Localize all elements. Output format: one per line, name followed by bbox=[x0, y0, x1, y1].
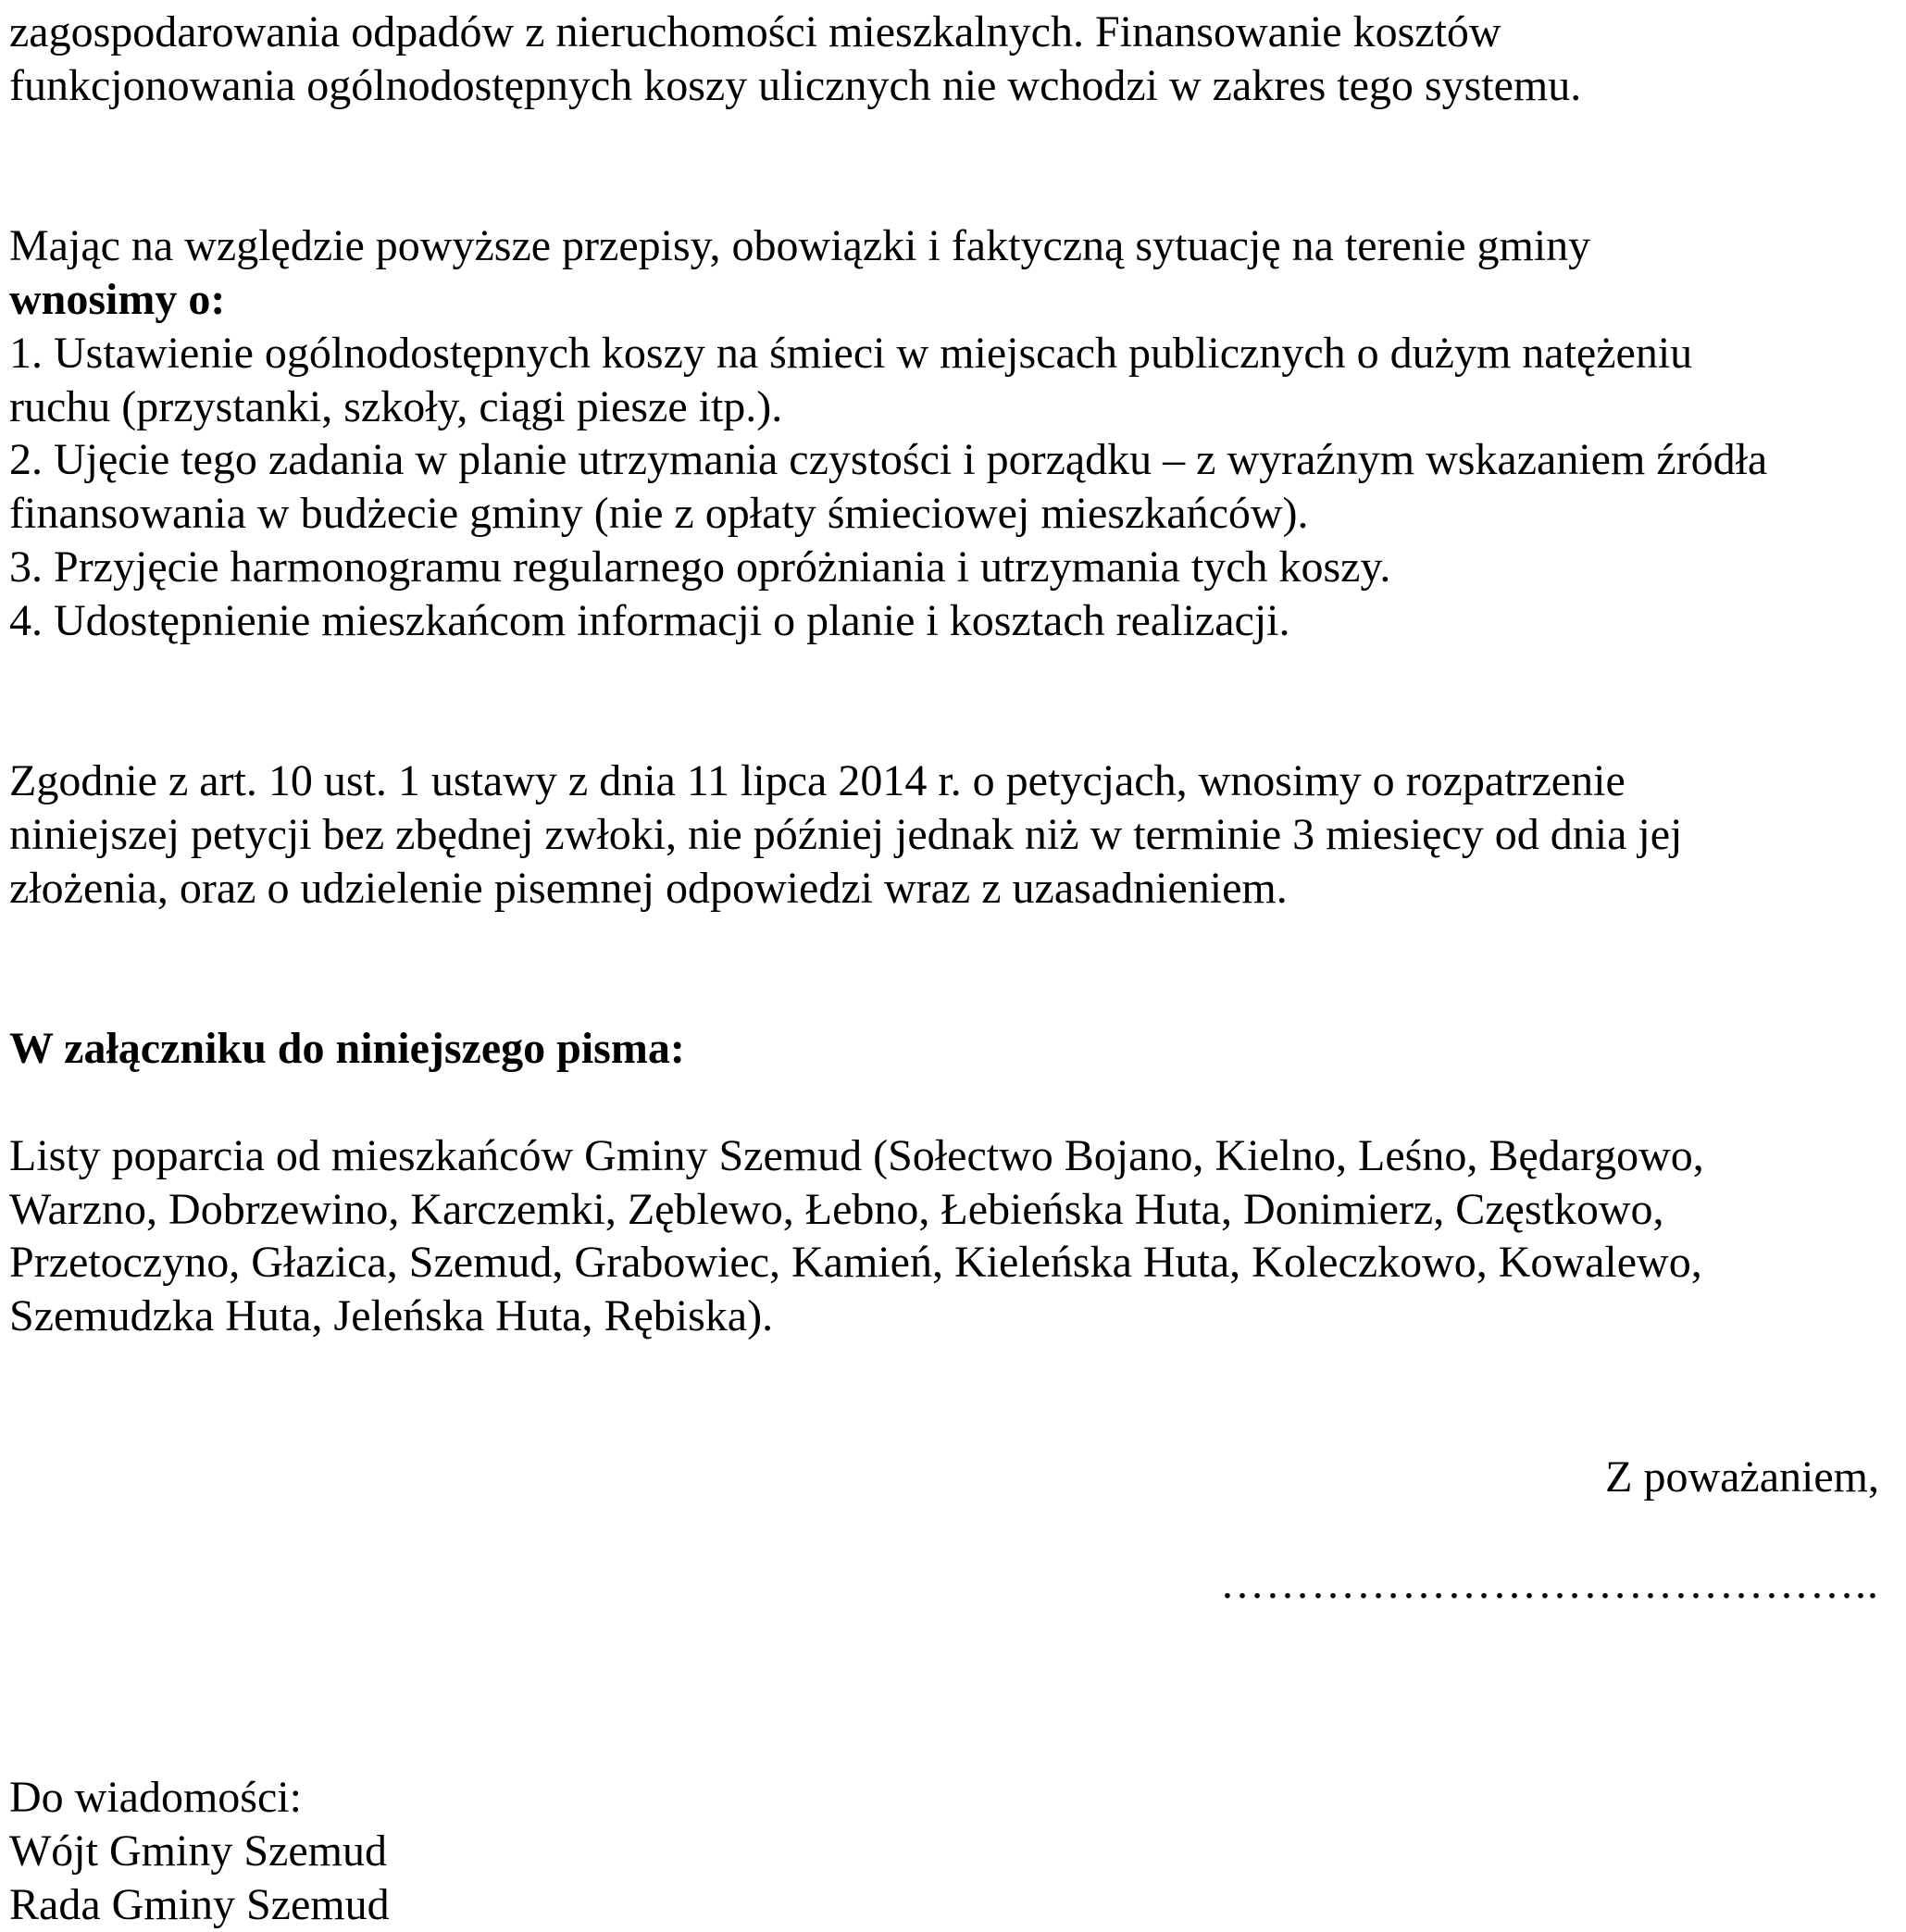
blank-line bbox=[9, 1397, 1879, 1451]
request-item-1-line-1 bbox=[9, 327, 1879, 380]
request-item-4-line bbox=[9, 594, 1879, 648]
paragraph-system-line-2 bbox=[9, 59, 1879, 113]
line-text: Warzno, Dobrzewino, Karczemki, Zęblewo, Łebno, Łebieńska Huta, Donimierz, Częstkowo, bbox=[9, 1184, 1664, 1234]
line-text: Do wiadomości: bbox=[9, 1773, 302, 1823]
line-text: 1. Ustawienie ogólnodostępnych koszy na śmieci w miejscach publicznych o dużym natężeniu bbox=[9, 328, 1693, 378]
request-item-2-line-1 bbox=[9, 433, 1879, 487]
line-text: Zgodnie z art. 10 ust. 1 ustawy z dnia 11 lipca 2014 r. o petycjach, wnosimy o rozpatrzenie bbox=[9, 756, 1626, 806]
closing-salutation bbox=[9, 1451, 1879, 1504]
attachment-paragraph-line-3 bbox=[9, 1236, 1879, 1290]
footer-recipient-mayor bbox=[9, 1825, 1879, 1878]
line-text: wnosimy o: bbox=[9, 274, 226, 324]
line-text: Rada Gminy Szemud bbox=[9, 1879, 390, 1929]
attachment-paragraph-line-4 bbox=[9, 1290, 1879, 1343]
line-text: zagospodarowania odpadów z nieruchomości mieszkalnych. Finansowanie kosztów bbox=[9, 7, 1501, 56]
line-text: Przetoczyno, Głazica, Szemud, Grabowiec, Kamień, Kieleńska Huta, Koleczkowo, Kowalewo, bbox=[9, 1238, 1702, 1288]
blank-line bbox=[9, 1611, 1879, 1664]
line-text: Szemudzka Huta, Jeleńska Huta, Rębiska). bbox=[9, 1291, 774, 1341]
line-text: W załączniku do niniejszego pisma: bbox=[9, 1024, 685, 1074]
blank-line bbox=[9, 1718, 1879, 1772]
footer-recipient-council bbox=[9, 1878, 1879, 1932]
blank-line bbox=[9, 701, 1879, 754]
legal-paragraph-line-3 bbox=[9, 862, 1879, 916]
blank-line bbox=[9, 113, 1879, 167]
line-text: Wójt Gminy Szemud bbox=[9, 1826, 387, 1876]
blank-line bbox=[9, 968, 1879, 1022]
request-intro-line bbox=[9, 219, 1879, 273]
blank-line bbox=[9, 1664, 1879, 1718]
request-item-1-line-2 bbox=[9, 380, 1879, 434]
line-text: złożenia, oraz o udzielenie pisemnej odpowiedzi wraz z uzasadnieniem. bbox=[9, 863, 1288, 913]
legal-paragraph-line-1 bbox=[9, 754, 1879, 808]
blank-line bbox=[9, 916, 1879, 969]
line-text: Mając na względzie powyższe przepisy, obowiązki i faktyczną sytuację na terenie gminy bbox=[9, 221, 1591, 271]
blank-line bbox=[9, 648, 1879, 702]
line-text: 2. Ujęcie tego zadania w planie utrzymania czystości i porządku – z wyraźnym wskazaniem źródła bbox=[9, 435, 1768, 485]
line-text: funkcjonowania ogólnodostępnych koszy ulicznych nie wchodzi w zakres tego systemu. bbox=[9, 60, 1582, 110]
blank-line bbox=[9, 166, 1879, 219]
blank-line bbox=[9, 1503, 1879, 1557]
line-text: ruchu (przystanki, szkoły, ciągi piesze itp.). bbox=[9, 381, 783, 431]
blank-line bbox=[9, 1076, 1879, 1129]
request-item-2-line-2 bbox=[9, 487, 1879, 541]
legal-paragraph-line-2 bbox=[9, 808, 1879, 862]
line-text: 4. Udostępnienie mieszkańcom informacji o planie i kosztach realizacji. bbox=[9, 595, 1290, 645]
footer-recipients-heading bbox=[9, 1771, 1879, 1825]
line-text: …………………………………….. bbox=[1220, 1559, 1879, 1609]
line-text: finansowania w budżecie gminy (nie z opłaty śmieciowej mieszkańców). bbox=[9, 489, 1309, 539]
request-item-3-line bbox=[9, 541, 1879, 594]
paragraph-system-line-1 bbox=[9, 6, 1879, 59]
line-text: 3. Przyjęcie harmonogramu regularnego opróżniania i utrzymania tych koszy. bbox=[9, 542, 1391, 592]
attachment-paragraph-line-2 bbox=[9, 1183, 1879, 1237]
signature-dotted-line bbox=[9, 1557, 1879, 1611]
request-intro-bold-line bbox=[9, 273, 1879, 327]
line-text: niniejszej petycji bez zbędnej zwłoki, nie później jednak niż w terminie 3 miesięcy od dnia jej bbox=[9, 809, 1683, 859]
blank-line bbox=[9, 1343, 1879, 1397]
attachment-paragraph-line-1 bbox=[9, 1129, 1879, 1183]
line-text: Z poważaniem, bbox=[1605, 1452, 1879, 1502]
attachment-heading bbox=[9, 1022, 1879, 1076]
line-text: Listy poparcia od mieszkańców Gminy Szemud (Sołectwo Bojano, Kielno, Leśno, Będargowo, bbox=[9, 1130, 1704, 1180]
